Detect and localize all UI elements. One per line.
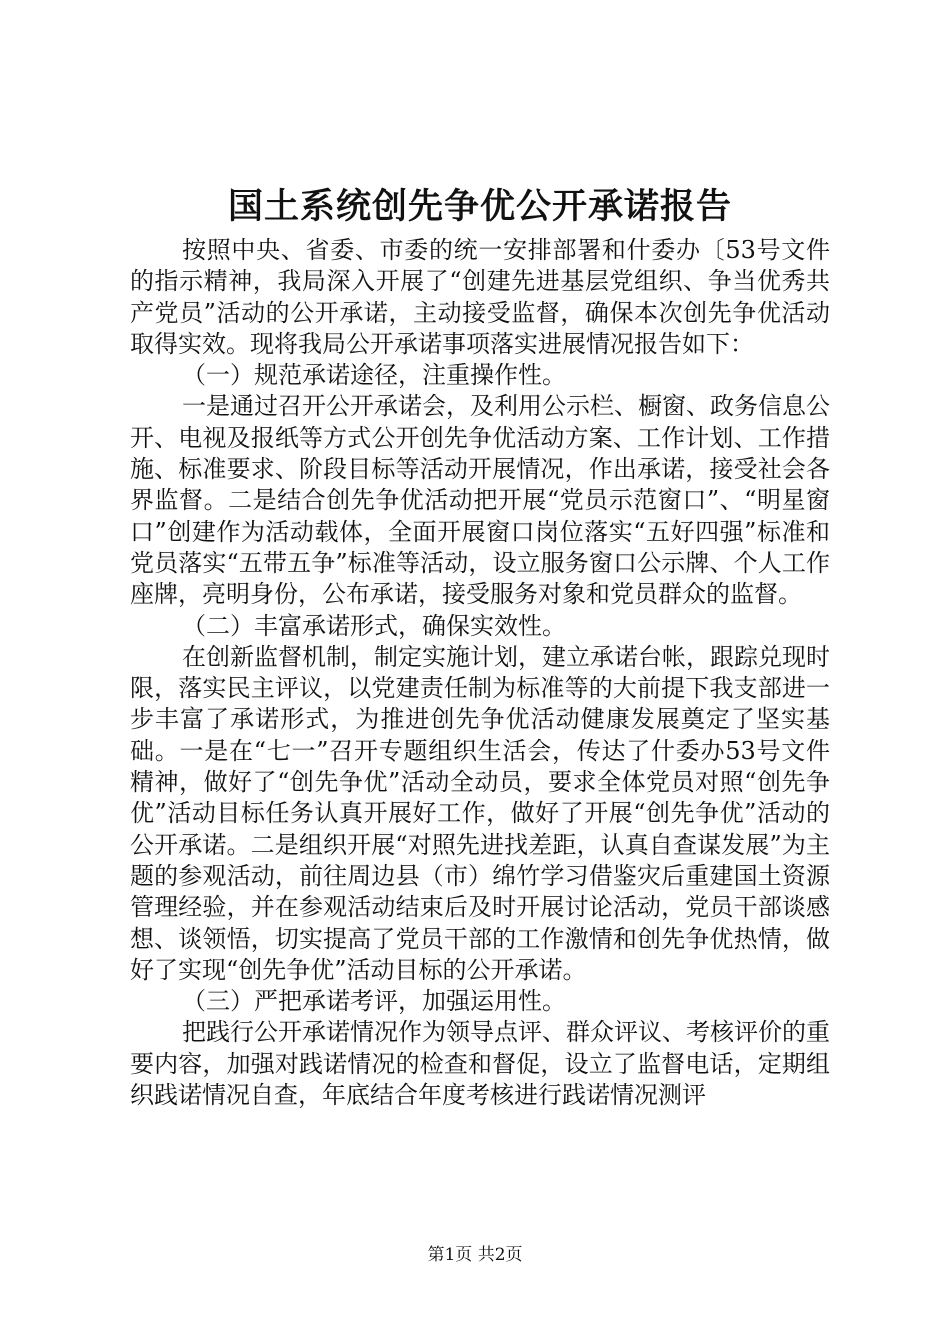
paragraph-section-1: 一是通过召开公开承诺会，及利用公示栏、橱窗、政务信息公开、电视及报纸等方式公开创先争优活动方案、工作计划、工作措施、标准要求、阶段目标等活动开展情况，作出承诺，接受社会各界监督。二是结合创先争优活动把开展“党员示范窗口”、“明星窗口”创建作为活动载体，全面开展窗口岗位落实“五好四强”标准和党员落实“五带五争”标准等活动，设立服务窗口公示牌、个人工作座牌，亮明身份，公布承诺，接受服务对象和党员群众的监督。 [130, 392, 830, 609]
paragraph-intro: 按照中央、省委、市委的统一安排部署和什委办〔53号文件的指示精神，我局深入开展了“创建先进基层党组织、争当优秀共产党员”活动的公开承诺，主动接受监督，确保本次创先争优活动取得实效。现将我局公开承诺事项落实进展情况报告如下： [130, 236, 830, 358]
document-title: 国土系统创先争优公开承诺报告 [227, 186, 732, 227]
section-heading-1: （一）规范承诺途径，注重操作性。 [182, 361, 566, 390]
document-body [130, 235, 830, 1111]
section-heading-3: （三）严把承诺考评，加强运用性。 [182, 987, 566, 1016]
paragraph-section-3: 把践行公开承诺情况作为领导点评、群众评议、考核评价的重要内容，加强对践诺情况的检查和督促，设立了监督电话，定期组织践诺情况自查，年底结合年度考核进行践诺情况测评 [130, 1018, 830, 1110]
paragraph-section-2: 在创新监督机制，制定实施计划，建立承诺台帐，跟踪兑现时限，落实民主评议，以党建责任制为标准等的大前提下我支部进一步丰富了承诺形式，为推进创先争优活动健康发展奠定了坚实基础。一是在“七一”召开专题组织生活会，传达了什委办53号文件精神，做好了“创先争优”活动全动员，要求全体党员对照“创先争优”活动目标任务认真开展好工作，做好了开展“创先争优”活动的公开承诺。二是组织开展“对照先进找差距，认真自查谋发展”为主题的参观活动，前往周边县（市）绵竹学习借鉴灾后重建国土资源管理经验，并在参观活动结束后及时开展讨论活动，党员干部谈感想、谈领悟，切实提高了党员干部的工作激情和创先争优热情，做好了实现“创先争优”活动目标的公开承诺。 [130, 642, 830, 984]
section-heading-2: （二）丰富承诺形式，确保实效性。 [182, 611, 566, 640]
page-footer: 第1页 共2页 [427, 1245, 523, 1265]
